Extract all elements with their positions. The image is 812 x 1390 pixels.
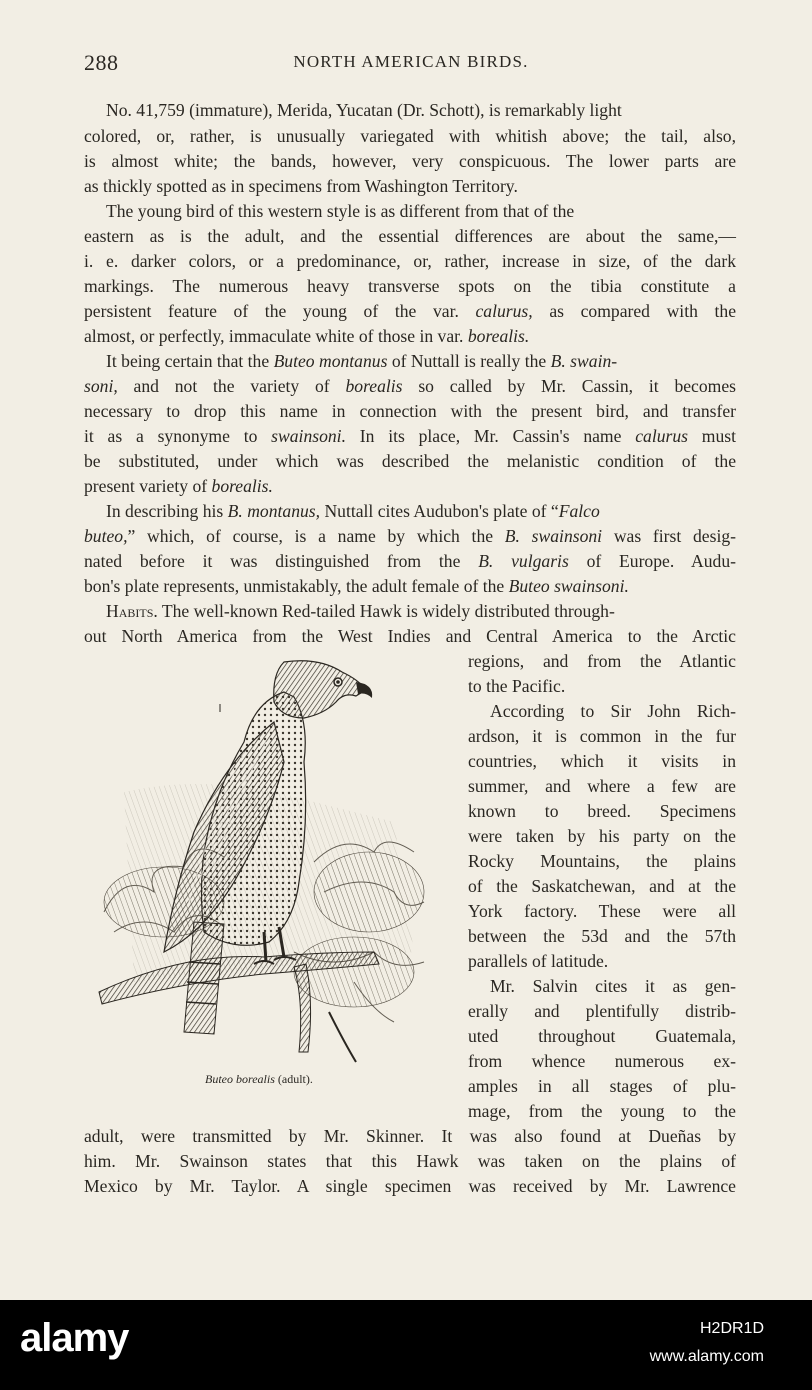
- text-run: of Europe. Audu-: [568, 551, 736, 571]
- text-line: [490, 699, 736, 724]
- text-line: [84, 1174, 736, 1199]
- text-line: [468, 899, 736, 924]
- text-run: as compared with the: [532, 301, 737, 321]
- text-run: so called by Mr. Cassin, it becomes: [402, 376, 736, 396]
- text-line: [468, 724, 736, 749]
- text-run: The well-known Red-tailed Hawk is widely distributed through-: [157, 601, 615, 621]
- text-run: regions, and from the Atlantic: [468, 651, 736, 671]
- text-run: i. e. darker colors, or a predominance, or, rather, increase in size, of the dark: [84, 251, 736, 271]
- italic-term: borealis.: [467, 326, 530, 346]
- text-run: is almost white; the bands, however, very conspicuous. The lower parts are: [84, 151, 736, 171]
- text-run: York factory. These were all: [468, 901, 736, 921]
- text-line: [84, 124, 736, 149]
- text-line: [468, 874, 736, 899]
- text-line: [468, 949, 736, 974]
- text-run: was first desig-: [602, 526, 736, 546]
- text-run: In its place, Mr. Cassin's name: [345, 426, 636, 446]
- text-run: between the 53d and the 57th: [468, 926, 736, 946]
- text-run: ardson, it is common in the fur: [468, 726, 736, 746]
- text-run: countries, which it visits in: [468, 751, 736, 771]
- text-line: [84, 574, 736, 599]
- text-run: from whence numerous ex-: [468, 1051, 736, 1071]
- text-run: markings. The numerous heavy transverse spots on the tibia constitute a: [84, 276, 736, 296]
- text-run: uted throughout Guatemala,: [468, 1026, 736, 1046]
- text-line: [106, 599, 736, 624]
- text-run: were taken by his party on the: [468, 826, 736, 846]
- text-line: [106, 199, 736, 224]
- text-run: Mexico by Mr. Taylor. A single specimen was received by Mr. Lawrence: [84, 1176, 736, 1196]
- text-line: [84, 249, 736, 274]
- italic-term: Buteo montanus: [273, 351, 388, 371]
- text-line: [84, 374, 736, 399]
- text-line: [106, 499, 736, 524]
- italic-term: B. montanus,: [227, 501, 321, 521]
- text-line: [84, 399, 736, 424]
- text-line: [468, 1024, 736, 1049]
- text-line: [468, 849, 736, 874]
- text-run: him. Mr. Swainson states that this Hawk was taken on the plains of: [84, 1151, 736, 1171]
- text-run: According to Sir John Rich-: [490, 701, 736, 721]
- text-line: [84, 299, 736, 324]
- text-run: out North America from the West Indies and Central America to the Arctic: [84, 626, 736, 646]
- image-id: H2DR1D: [699, 1320, 764, 1337]
- text-run: parallels of latitude.: [468, 951, 609, 971]
- text-run: erally and plentifully distrib-: [468, 1001, 736, 1021]
- text-run: nated before it was distinguished from the: [84, 551, 479, 571]
- text-run: eastern as is the adult, and the essential differences are about the same,—: [84, 226, 736, 246]
- italic-term: B. swainsoni: [504, 526, 603, 546]
- text-run: known to breed. Specimens: [468, 801, 736, 821]
- text-run: it as a synonyme to: [84, 426, 272, 446]
- caption-species: Buteo borealis: [205, 1072, 275, 1086]
- text-line: [84, 324, 736, 349]
- text-run: must: [688, 426, 736, 446]
- text-line: [84, 424, 736, 449]
- text-run: as thickly spotted as in specimens from Washington Territory.: [84, 176, 518, 196]
- text-run: be substituted, under which was described the melanistic condition of the: [84, 451, 736, 471]
- caption-note: (adult).: [274, 1072, 313, 1086]
- hawk-engraving-icon: [94, 652, 434, 1072]
- text-run: almost, or perfectly, immaculate white of those in var.: [84, 326, 468, 346]
- text-run: Rocky Mountains, the plains: [468, 851, 736, 871]
- italic-term: buteo,: [84, 526, 128, 546]
- text-line: [490, 974, 736, 999]
- text-line: [84, 1149, 736, 1174]
- text-line: [84, 274, 736, 299]
- italic-term: borealis.: [211, 476, 273, 496]
- text-line: [84, 474, 736, 499]
- text-run: It being certain that the: [106, 351, 274, 371]
- text-run: colored, or, rather, is unusually variegated with whitish above; the tail, also,: [84, 126, 736, 146]
- text-run: ” which, of course, is a name by which the: [127, 526, 505, 546]
- text-run: No. 41,759 (immature), Merida, Yucatan (Dr. Schott), is remarkably light: [106, 100, 622, 120]
- text-line: [468, 824, 736, 849]
- text-run: mage, from the young to the: [468, 1101, 736, 1121]
- text-line: [468, 799, 736, 824]
- text-line: [84, 549, 736, 574]
- text-line: [106, 349, 736, 374]
- italic-term: Buteo swainsoni.: [508, 576, 629, 596]
- text-run: bon's plate represents, unmistakably, the adult female of the: [84, 576, 509, 596]
- text-line: [468, 674, 736, 699]
- italic-term: B. vulgaris: [478, 551, 569, 571]
- text-run: adult, were transmitted by Mr. Skinner. It was also found at Dueñas by: [84, 1126, 736, 1146]
- text-run: of Nuttall is really the: [387, 351, 551, 371]
- text-run: to the Pacific.: [468, 676, 566, 696]
- italic-term: swainsoni.: [271, 426, 346, 446]
- running-title: NORTH AMERICAN BIRDS.: [293, 52, 529, 71]
- hawk-illustration: [94, 652, 434, 1072]
- text-line: [84, 449, 736, 474]
- text-line: [84, 149, 736, 174]
- text-line: [106, 98, 736, 123]
- text-run: The young bird of this western style is as different from that of the: [106, 201, 575, 221]
- text-run: of the Saskatchewan, and at the: [468, 876, 736, 896]
- text-line: [468, 649, 736, 674]
- text-run: necessary to drop this name in connection with the present bird, and transfer: [84, 401, 736, 421]
- text-run: summer, and where a few are: [468, 776, 736, 796]
- text-run: amples in all stages of plu-: [468, 1076, 736, 1096]
- text-run: Nuttall cites Audubon's plate of “: [320, 501, 559, 521]
- alamy-logo: alamy: [20, 1316, 129, 1360]
- text-line: [468, 1099, 736, 1124]
- watermark-url: www.alamy.com: [649, 1348, 764, 1365]
- italic-term: soni,: [84, 376, 118, 396]
- italic-term: calurus: [635, 426, 688, 446]
- text-line: [84, 224, 736, 249]
- text-line: [468, 1074, 736, 1099]
- text-line: [468, 924, 736, 949]
- text-line: [84, 1124, 736, 1149]
- text-run: and not the variety of: [117, 376, 346, 396]
- section-heading: Habits.: [106, 601, 158, 621]
- figure-caption: [205, 1072, 313, 1087]
- text-run: present variety of: [84, 476, 212, 496]
- italic-term: B. swain-: [550, 351, 618, 371]
- text-run: persistent feature of the young of the var.: [84, 301, 476, 321]
- italic-term: borealis: [345, 376, 403, 396]
- page-header: [84, 50, 738, 80]
- text-line: [468, 1049, 736, 1074]
- page-number: 288: [84, 50, 119, 75]
- text-run: In describing his: [106, 501, 228, 521]
- text-line: [84, 524, 736, 549]
- italic-term: calurus,: [475, 301, 533, 321]
- text-line: [84, 624, 736, 649]
- text-line: [468, 749, 736, 774]
- text-line: [84, 174, 736, 199]
- watermark-bar: [0, 1300, 812, 1390]
- italic-term: Falco: [558, 501, 600, 521]
- text-run: Mr. Salvin cites it as gen-: [490, 976, 736, 996]
- text-line: [468, 999, 736, 1024]
- text-line: [468, 774, 736, 799]
